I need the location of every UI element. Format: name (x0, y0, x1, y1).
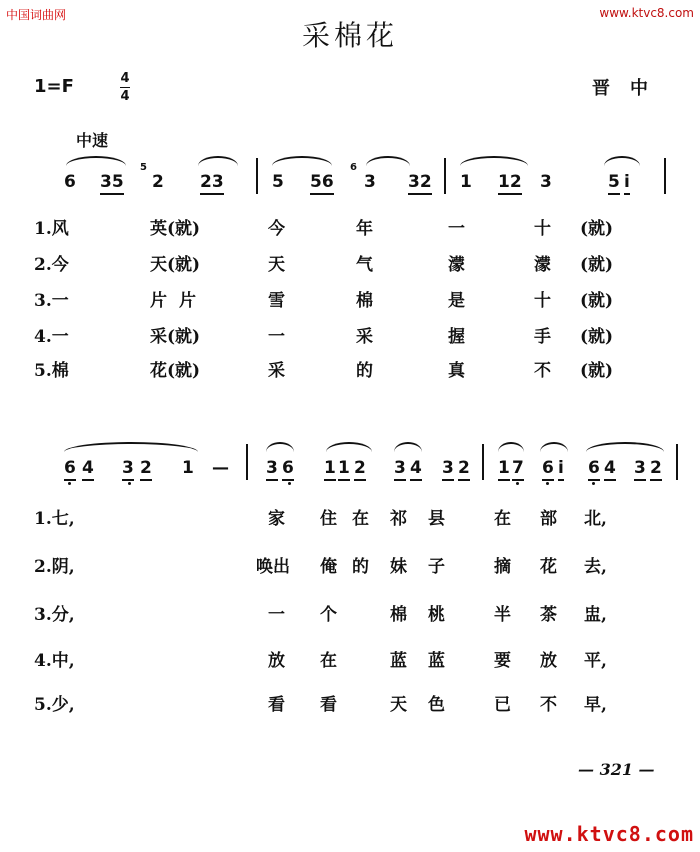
note: 3 (266, 458, 278, 481)
lyric: 采 (268, 361, 285, 381)
lyric: 3.分, (34, 605, 75, 625)
lyric: 早, (584, 695, 607, 715)
lyric: 半 (494, 605, 511, 625)
barline (256, 158, 258, 194)
note: 6 (64, 458, 76, 481)
lyric: 5.棉 (34, 361, 69, 381)
note: 3 (364, 172, 376, 192)
lyric: 真 (448, 361, 465, 381)
note: 2 (458, 458, 470, 481)
lyric: (就) (580, 291, 614, 311)
lyric: 摘 (494, 557, 511, 577)
lyric: 俺 (320, 557, 337, 577)
lyric: 在 (352, 509, 369, 529)
lyric: 年 (356, 219, 373, 239)
note: 1 (460, 172, 472, 192)
barline (676, 444, 678, 480)
lyric: 家 (268, 509, 285, 529)
note: 35 (100, 172, 124, 195)
lyric: 的 (352, 557, 369, 577)
note: 6 (588, 458, 600, 481)
watermark-left: 中国词曲网 (6, 8, 67, 22)
lyric: 英(就) (150, 219, 201, 239)
lyric: 看 (268, 695, 285, 715)
grace-note: 5 (140, 162, 147, 173)
lyric: 平, (584, 651, 607, 671)
lyric: 十 (534, 291, 551, 311)
lyric: 一 (448, 219, 465, 239)
key-signature: 1=F (34, 76, 74, 97)
lyric: 雪 (268, 291, 285, 311)
lyric: 子 (428, 557, 445, 577)
lyric: 1.风 (34, 219, 69, 239)
lyric: 唤出 (256, 557, 290, 577)
note: 4 (604, 458, 616, 481)
note: 6 (542, 458, 554, 481)
note: i (624, 172, 630, 195)
time-signature-top: 4 (120, 71, 130, 86)
lyric: 不 (540, 695, 557, 715)
lyric: (就) (580, 327, 614, 347)
lyric: (就) (580, 361, 614, 381)
lyric: 花(就) (150, 361, 201, 381)
lyric: 手 (534, 327, 551, 347)
lyric: 在 (494, 509, 511, 529)
lyric: 濛 (534, 255, 551, 275)
lyric: 蓝 (390, 651, 407, 671)
note: 1 (324, 458, 336, 481)
lyric: 是 (448, 291, 465, 311)
lyric: 在 (320, 651, 337, 671)
lyric: 3.一 (34, 291, 69, 311)
lyric: 县 (428, 509, 445, 529)
barline (246, 444, 248, 480)
lyric: 十 (534, 219, 551, 239)
time-signature (120, 70, 130, 105)
lyric: 片片 (150, 291, 208, 311)
note: 1 (182, 458, 194, 478)
lyric: (就) (580, 219, 614, 239)
note: 5 (272, 172, 284, 192)
note: 6 (282, 458, 294, 481)
barline (482, 444, 484, 480)
lyric: 2.阴, (34, 557, 75, 577)
note: 4 (82, 458, 94, 481)
lyric: 5.少, (34, 695, 75, 715)
region-label: 晋中 (592, 78, 668, 99)
lyric: 气 (356, 255, 373, 275)
lyric: 濛 (448, 255, 465, 275)
song-title: 采棉花 (301, 19, 398, 52)
note: 6 (64, 172, 76, 192)
note: 3 (540, 172, 552, 192)
lyric: 茶 (540, 605, 557, 625)
lyric: 4.中, (34, 651, 75, 671)
note: 1 (498, 458, 510, 481)
note: 56 (310, 172, 334, 195)
note: — (212, 458, 229, 478)
lyric: 去, (584, 557, 607, 577)
lyric: 花 (540, 557, 557, 577)
lyric: 妹 (390, 557, 407, 577)
lyric: 采(就) (150, 327, 201, 347)
note: 4 (410, 458, 422, 481)
watermark-bottom: www.ktvc8.com (524, 822, 694, 846)
lyric: 一 (268, 605, 285, 625)
page-number: — 321 — (578, 760, 655, 779)
note: 23 (200, 172, 224, 195)
lyric: 的 (356, 361, 373, 381)
notation-line-1 (0, 150, 700, 200)
note: 3 (634, 458, 646, 481)
note: 2 (354, 458, 366, 481)
lyric: 天 (390, 695, 407, 715)
lyric: 放 (268, 651, 285, 671)
lyric: 1.七, (34, 509, 75, 529)
lyric: 一 (268, 327, 285, 347)
lyric: 桃 (428, 605, 445, 625)
lyric: 部 (540, 509, 557, 529)
lyric: 棉 (356, 291, 373, 311)
notation-line-2 (0, 436, 700, 486)
lyric: 北, (584, 509, 607, 529)
lyric: 采 (356, 327, 373, 347)
note: 32 (408, 172, 432, 195)
lyric: 盅, (584, 605, 607, 625)
lyric: 棉 (390, 605, 407, 625)
lyric: 色 (428, 695, 445, 715)
lyric: 蓝 (428, 651, 445, 671)
barline (664, 158, 666, 194)
lyric: 祁 (390, 509, 407, 529)
grace-note: 6 (350, 162, 357, 173)
watermark-right: www.ktvc8.com (599, 6, 694, 20)
tempo-marking: 中速 (76, 131, 109, 150)
lyric: (就) (580, 255, 614, 275)
note: 2 (152, 172, 164, 192)
lyric: 个 (320, 605, 337, 625)
lyric: 住 (320, 509, 337, 529)
note: 3 (122, 458, 134, 481)
lyric: 看 (320, 695, 337, 715)
lyric: 已 (494, 695, 511, 715)
note: 2 (650, 458, 662, 481)
lyric: 放 (540, 651, 557, 671)
lyric: 天 (268, 255, 285, 275)
lyric: 不 (534, 361, 551, 381)
note: 12 (498, 172, 522, 195)
lyric: 2.今 (34, 255, 69, 275)
lyric: 要 (494, 651, 511, 671)
lyric: 天(就) (150, 255, 201, 275)
lyric: 4.一 (34, 327, 69, 347)
barline (444, 158, 446, 194)
note: 1 (338, 458, 350, 481)
note: 3 (442, 458, 454, 481)
note: 3 (394, 458, 406, 481)
time-signature-bottom: 4 (120, 89, 130, 104)
note: 2 (140, 458, 152, 481)
note: 5 (608, 172, 620, 195)
note: 7 (512, 458, 524, 481)
note: i (558, 458, 564, 481)
lyric: 握 (448, 327, 465, 347)
lyric: 今 (268, 219, 285, 239)
